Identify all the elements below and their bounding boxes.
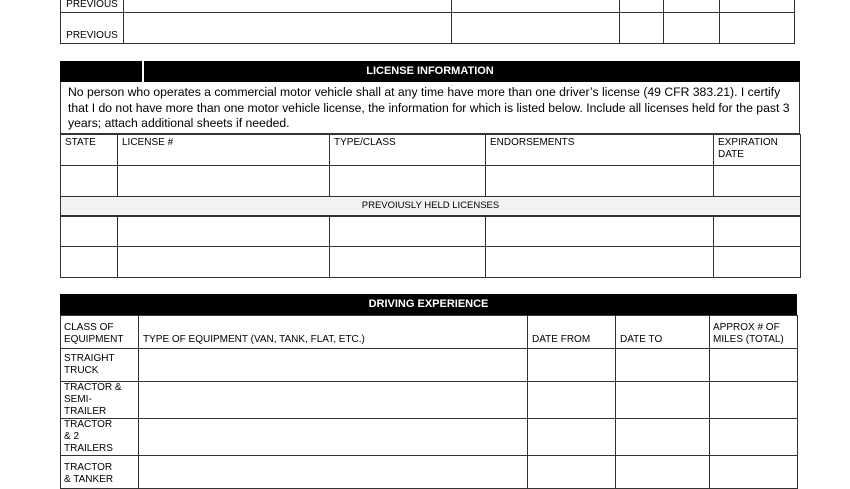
date-from-input[interactable]: [528, 419, 616, 456]
equipment-row: [61, 349, 798, 382]
date-from-input[interactable]: [528, 456, 616, 489]
equipment-type-input[interactable]: [139, 382, 528, 419]
previously-held-label: PREVOIUSLY HELD LICENSES: [61, 197, 801, 216]
col-state: STATE: [61, 135, 118, 166]
equipment-class-label: TRACTOR & 2 TRAILERS: [61, 419, 139, 456]
previous-row: [61, 0, 795, 13]
state-input[interactable]: [61, 166, 118, 197]
miles-input[interactable]: [710, 419, 798, 456]
prev-endorsements-input[interactable]: [486, 216, 714, 247]
date-to-input[interactable]: [616, 456, 710, 489]
driving-section-title: DRIVING EXPERIENCE: [368, 298, 489, 310]
driving-table: [60, 315, 798, 489]
previous-field-4[interactable]: [664, 13, 720, 44]
license-statement-box: [60, 82, 800, 134]
previous-field-2[interactable]: [452, 0, 620, 13]
col-approx-miles: APPROX # OF MILES (TOTAL): [710, 316, 798, 349]
prev-endorsements-input[interactable]: [486, 247, 714, 278]
date-from-input[interactable]: [528, 382, 616, 419]
previous-field-2[interactable]: [452, 13, 620, 44]
previous-field-4[interactable]: [664, 0, 720, 13]
date-from-input[interactable]: [528, 349, 616, 382]
previous-field-5[interactable]: [720, 13, 795, 44]
prev-state-input[interactable]: [61, 216, 118, 247]
miles-input[interactable]: [710, 349, 798, 382]
license-table: [60, 134, 801, 278]
driving-header-row: [61, 316, 798, 349]
col-expiration-date: EXPIRATION DATE: [714, 135, 801, 166]
previous-row: [61, 13, 795, 44]
col-class-of-equipment: CLASS OF EQUIPMENT: [61, 316, 139, 349]
endorsements-input[interactable]: [486, 166, 714, 197]
prev-license-number-input[interactable]: [118, 247, 330, 278]
previous-label: PREVIOUS: [61, 0, 124, 13]
previous-field-1[interactable]: [124, 13, 452, 44]
equipment-class-label: STRAIGHT TRUCK: [61, 349, 139, 382]
previous-field-1[interactable]: [124, 0, 452, 13]
license-section-header: [60, 61, 800, 82]
license-statement: No person who operates a commercial motor vehicle shall at any time have more than one driver’s license (49 CFR 383.21). I certify that I do not have more than one motor vehicle license, the information for which is listed below. Include all licenses held for the past 3 years; attach additional sheets if needed.: [68, 85, 790, 130]
license-section-title: LICENSE INFORMATION: [366, 65, 494, 77]
previous-field-3[interactable]: [620, 13, 664, 44]
expiration-date-input[interactable]: [714, 166, 801, 197]
previous-label: PREVIOUS: [61, 13, 124, 44]
type-class-input[interactable]: [330, 166, 486, 197]
date-to-input[interactable]: [616, 419, 710, 456]
license-header-row: [61, 135, 801, 166]
equipment-class-label: TRACTOR & TANKER: [61, 456, 139, 489]
col-endorsements: ENDORSEMENTS: [486, 135, 714, 166]
date-to-input[interactable]: [616, 349, 710, 382]
license-entry-row: [61, 166, 801, 197]
prev-state-input[interactable]: [61, 247, 118, 278]
previous-field-3[interactable]: [620, 0, 664, 13]
previous-license-row: [61, 247, 801, 278]
driving-section-header: [60, 294, 797, 315]
previous-license-row: [61, 216, 801, 247]
license-number-input[interactable]: [118, 166, 330, 197]
prev-expiration-date-input[interactable]: [714, 247, 801, 278]
miles-input[interactable]: [710, 382, 798, 419]
prev-type-class-input[interactable]: [330, 247, 486, 278]
header-divider: [142, 61, 144, 82]
prev-expiration-date-input[interactable]: [714, 216, 801, 247]
equipment-type-input[interactable]: [139, 419, 528, 456]
equipment-class-label: TRACTOR & SEMI-TRAILER: [61, 382, 139, 419]
date-to-input[interactable]: [616, 382, 710, 419]
col-date-from: DATE FROM: [528, 316, 616, 349]
miles-input[interactable]: [710, 456, 798, 489]
prev-license-number-input[interactable]: [118, 216, 330, 247]
previous-field-5[interactable]: [720, 0, 795, 13]
equipment-type-input[interactable]: [139, 456, 528, 489]
previously-held-row: [61, 197, 801, 216]
prev-type-class-input[interactable]: [330, 216, 486, 247]
equipment-row: [61, 419, 798, 456]
col-license-number: LICENSE #: [118, 135, 330, 166]
equipment-row: [61, 456, 798, 489]
equipment-row: [61, 382, 798, 419]
col-type-of-equipment: TYPE OF EQUIPMENT (VAN, TANK, FLAT, ETC.): [139, 316, 528, 349]
previous-employment-table: [60, 0, 795, 44]
col-date-to: DATE TO: [616, 316, 710, 349]
equipment-type-input[interactable]: [139, 349, 528, 382]
col-type-class: TYPE/CLASS: [330, 135, 486, 166]
